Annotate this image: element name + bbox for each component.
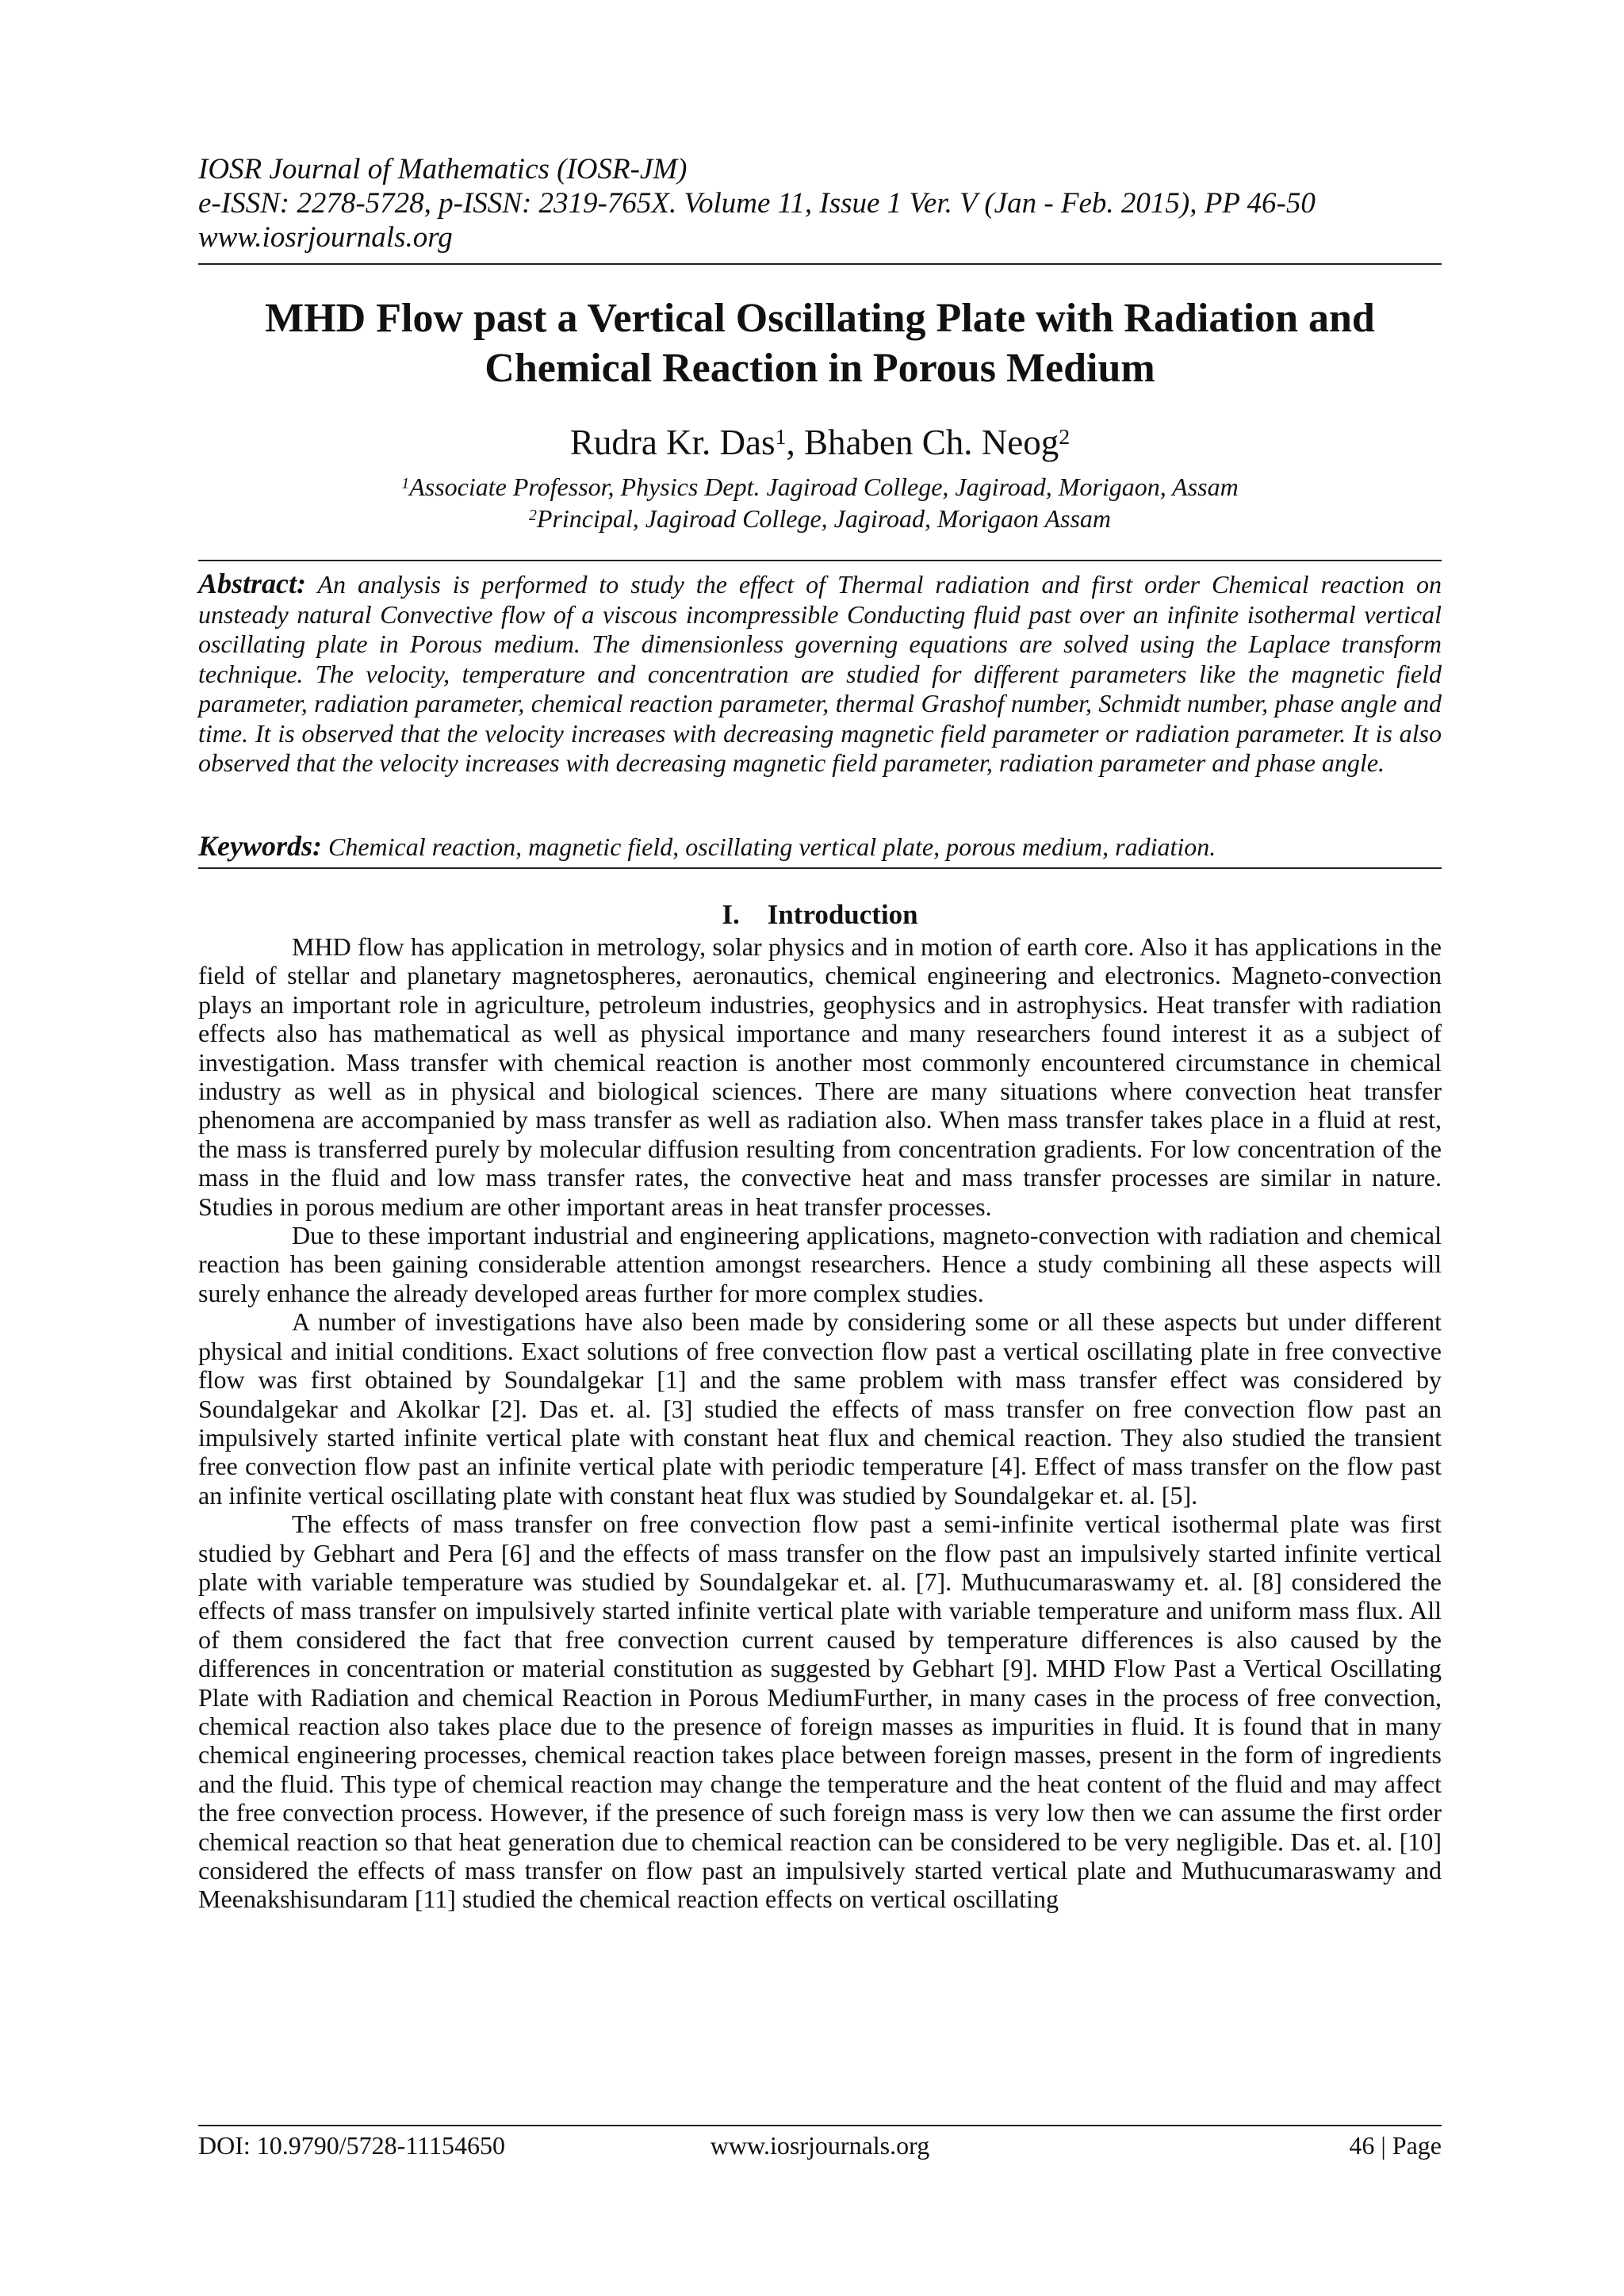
keywords	[198, 831, 1442, 862]
journal-name: IOSR Journal of Mathematics (IOSR-JM)	[198, 153, 688, 186]
author-list	[198, 420, 1442, 465]
author-1: Rudra Kr. Das	[569, 423, 776, 462]
journal-header	[198, 152, 1442, 254]
paragraph: A number of investigations have also been made by considering some or all these aspects but under different physical and initial conditions. Exact solutions of free convection flow past a vertical oscillating plate in free convective flow was first obtained by Soundalgekar [1] and the same problem with mass transfer effect was considered by Soundalgekar and Akolkar [2]. Das et. al. [3] studied the effects of mass transfer on free convection flow past an impulsively started infinite vertical plate with constant heat flux and chemical reaction. They also studied the transient free convection flow past an infinite vertical plate with periodic temperature [4]. Effect of mass transfer on the flow past an infinite vertical oscillating plate with constant heat flux was studied by Soundalgekar et. al. [5].	[198, 1307, 1442, 1510]
paper-title	[198, 293, 1442, 393]
paragraph: MHD flow has application in metrology, solar physics and in motion of earth core. Also it has applications in the field of stellar and planetary magnetospheres, aeronautics, chemical engineering and electronics. Magneto-convection plays an important role in agriculture, petroleum industries, geophysics and in astrophysics. Heat transfer with radiation effects also has mathematical as well as physical importance and many researchers found interest it as a subject of investigation. Mass transfer with chemical reaction is another most commonly encountered circumstance in chemical industry as well as in physical and biological sciences. There are many situations where convection heat transfer phenomena are accompanied by mass transfer as well as radiation also. When mass transfer takes place in a fluid at rest, the mass is transferred purely by molecular diffusion resulting from concentration gradients. For low concentration of the mass in the fluid and low mass transfer rates, the convective heat and mass transfer processes are similar in nature. Studies in porous medium are other important areas in heat transfer processes.	[198, 932, 1442, 1221]
paragraph: The effects of mass transfer on free convection flow past a semi-infinite vertical isothermal plate was first studied by Gebhart and Pera [6] and the effects of mass transfer on the flow past an impulsively started infinite vertical plate with variable temperature was studied by Soundalgekar et. al. [7]. Muthucumaraswamy et. al. [8] considered the effects of mass transfer on impulsively started infinite vertical plate with variable temperature and uniform mass flux. All of them considered the fact that free convection current caused by temperature differences is also caused by the differences in concentration or material constitution as suggested by Gebhart [9]. MHD Flow Past a Vertical Oscillating Plate with Radiation and chemical Reaction in Porous MediumFurther, in many cases in the process of free convection, chemical reaction also takes place due to the presence of foreign masses as impurities in fluid. It is found that in many chemical engineering processes, chemical reaction takes place between foreign masses, present in the form of ingredients and the fluid. This type of chemical reaction may change the temperature and the heat content of the fluid and may affect the free convection process. However, if the presence of such foreign mass is very low then we can assume the first order chemical reaction so that heat generation due to chemical reaction can be considered to be very negligible. Das et. al. [10] considered the effects of mass transfer on flow past an impulsively started vertical plate and Muthucumaraswamy and Meenakshisundaram [11] studied the chemical reaction effects on vertical oscillating	[198, 1510, 1442, 1914]
author-1-mark: 1	[775, 425, 787, 450]
author-2: Bhaben Ch. Neog	[804, 423, 1059, 462]
affiliation-1	[198, 471, 1442, 503]
abstract	[198, 569, 1442, 779]
journal-website[interactable]: www.iosrjournals.org	[198, 221, 453, 254]
footer-divider	[198, 2125, 1442, 2126]
title-line-1: MHD Flow past a Vertical Oscillating Plate with Radiation and	[265, 296, 1375, 341]
affiliation-2-mark: 2	[528, 507, 537, 525]
introduction-body	[198, 932, 1442, 1914]
footer-doi: DOI: 10.9790/5728-11154650	[198, 2131, 505, 2160]
page-footer	[198, 2130, 1442, 2161]
abstract-bottom-divider	[198, 867, 1442, 869]
footer-website[interactable]: www.iosrjournals.org	[710, 2131, 930, 2160]
keywords-label: Keywords:	[198, 830, 322, 862]
author-2-mark: 2	[1059, 425, 1071, 450]
title-line-2: Chemical Reaction in Porous Medium	[485, 346, 1155, 391]
abstract-label: Abstract:	[198, 568, 307, 599]
affiliation-2-text: Principal, Jagiroad College, Jagiroad, Morigaon Assam	[536, 504, 1112, 533]
header-divider	[198, 263, 1442, 265]
paragraph: Due to these important industrial and engineering applications, magneto-convection with radiation and chemical reaction has been gaining considerable attention amongst researchers. Hence a study combining all these aspects will surely enhance the already developed areas further for more complex studies.	[198, 1221, 1442, 1307]
keywords-text: Chemical reaction, magnetic field, oscillating vertical plate, porous medium, radiation.	[328, 832, 1216, 861]
paper-page	[198, 0, 1442, 2296]
page-number: 46 | Page	[1349, 2131, 1442, 2160]
issn-line: e-ISSN: 2278-5728, p-ISSN: 2319-765X. Volume 11, Issue 1 Ver. V (Jan - Feb. 2015), PP 46-50	[198, 187, 1316, 220]
abstract-top-divider	[198, 560, 1442, 561]
abstract-text: An analysis is performed to study the effect of Thermal radiation and first order Chemical reaction on unsteady natural Convective flow of a viscous incompressible Conducting fluid past over an infinite isothermal vertical oscillating plate in Porous medium. The dimensionless governing equations are solved using the Laplace transform technique. The velocity, temperature and concentration are studied for different parameters like the magnetic field parameter, radiation parameter, chemical reaction parameter, thermal Grashof number, Schmidt number, phase angle and time. It is observed that the velocity increases with decreasing magnetic field parameter or radiation parameter. It is also observed that the velocity increases with decreasing magnetic field parameter, radiation parameter and phase angle.	[198, 570, 1442, 777]
section-heading-introduction: I. Introduction	[722, 899, 918, 930]
affiliation-2	[198, 503, 1442, 534]
author-separator: ,	[786, 423, 804, 462]
affiliation-1-mark: 1	[401, 475, 410, 493]
affiliation-1-text: Associate Professor, Physics Dept. Jagiroad College, Jagiroad, Morigaon, Assam	[409, 473, 1239, 501]
